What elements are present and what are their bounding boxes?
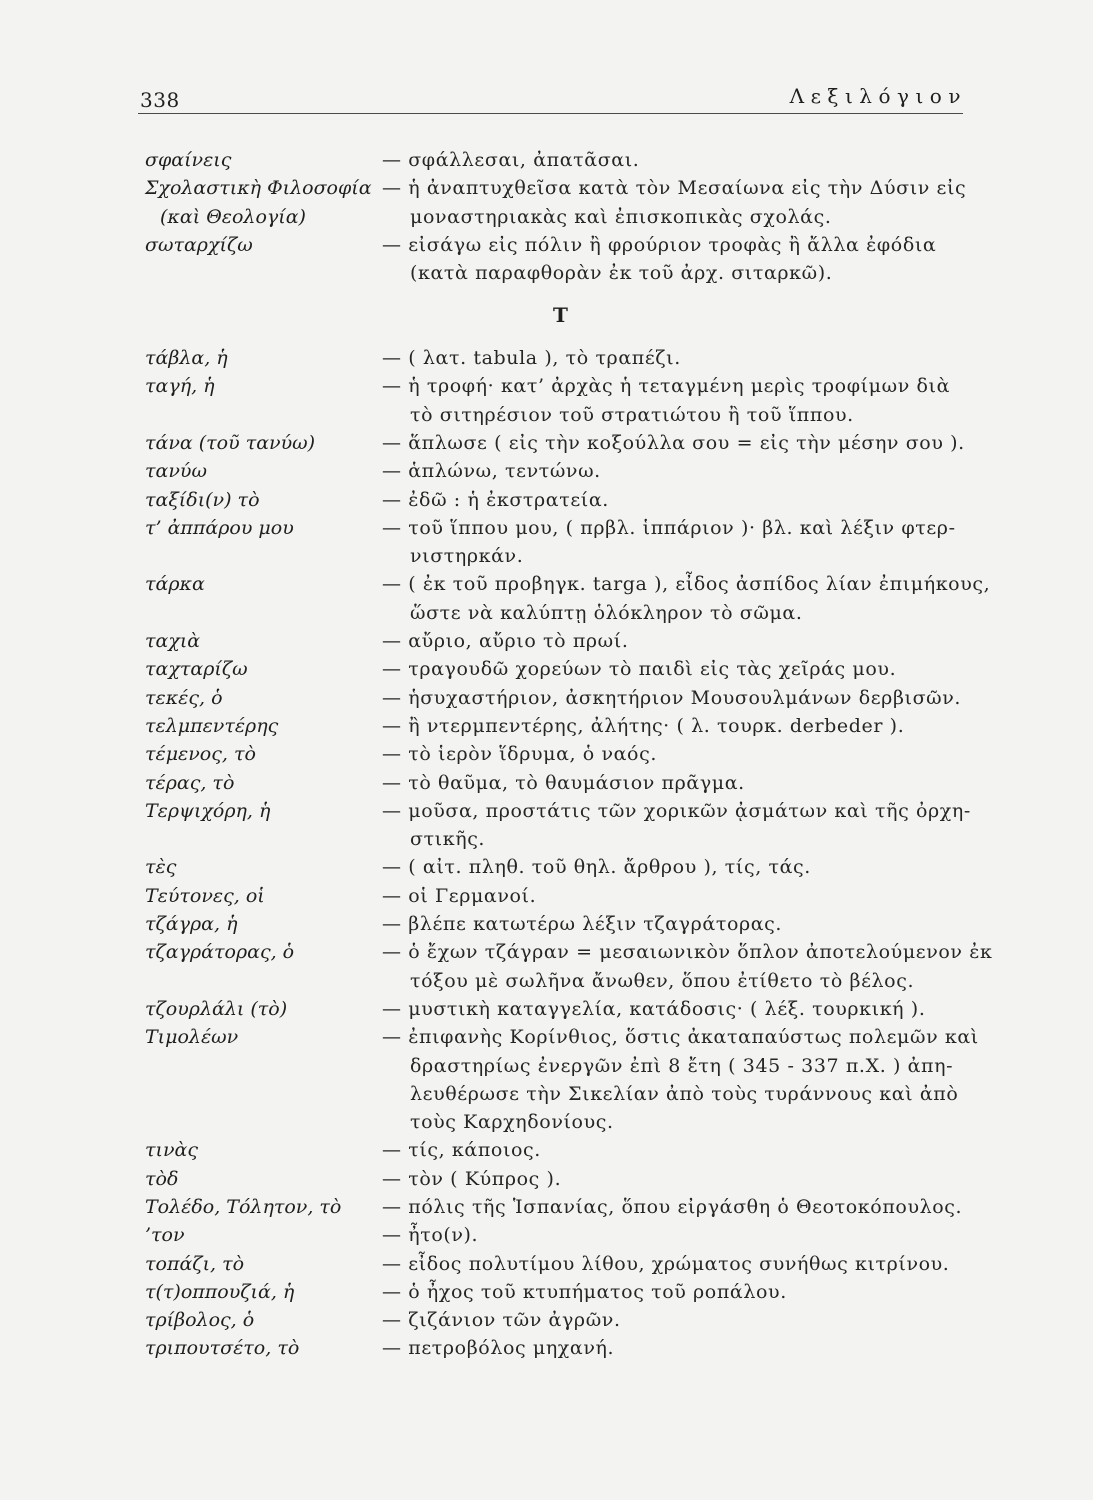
glossary-entry [145, 712, 1005, 740]
entry-term-line: τ’ ἀππάρου μου [145, 516, 294, 539]
glossary-entry [145, 910, 1005, 938]
entries-section-t [145, 344, 1005, 1363]
entry-definition [382, 1306, 1005, 1334]
entry-term-line: τάνα (τοῦ τανύω) [145, 431, 316, 454]
entry-term [145, 514, 382, 542]
entry-term-line: τεκές, ὁ [145, 686, 223, 709]
entry-definition [382, 797, 1005, 854]
entry-term [145, 1250, 382, 1278]
entry-definition-line: στικῆς. [410, 828, 486, 851]
entry-term-line: τέμενος, τὸ [145, 743, 256, 766]
entry-definition [382, 910, 1005, 938]
entry-definition [382, 514, 1005, 571]
entry-definition-line: λευθέρωσε τὴν Σικελίαν ἀπὸ τοὺς τυράννους καὶ ἀπὸ [410, 1082, 959, 1105]
entry-term-line: ταξίδι(ν) τὸ [145, 488, 260, 511]
entry-definition-line: — μοῦσα, προστάτις τῶν χορικῶν ᾀσμάτων καὶ τῆς ὀρχη- [382, 799, 971, 822]
entry-definition [382, 344, 1005, 372]
entry-definition-line: — ( λατ. tabula ), τὸ τραπέζι. [382, 347, 681, 370]
entry-term [145, 769, 382, 797]
entry-definition [382, 486, 1005, 514]
entry-term [145, 1306, 382, 1334]
entry-term [145, 995, 382, 1023]
entry-definition [382, 1023, 1005, 1136]
entry-term [145, 1334, 382, 1362]
entry-definition [382, 1221, 1005, 1249]
entry-definition [382, 627, 1005, 655]
entry-term-line: Τιμολέων [145, 1026, 239, 1049]
entry-definition [382, 1136, 1005, 1164]
entry-definition-line: — ἡ ἀναπτυχθεῖσα κατὰ τὸν Μεσαίωνα εἰς τὴν Δύσιν εἰς [382, 177, 967, 200]
entry-term [145, 740, 382, 768]
entry-term [145, 938, 382, 966]
entry-term [145, 853, 382, 881]
glossary-entry [145, 372, 1005, 429]
entry-term-line: τελμπεντέρης [145, 714, 279, 737]
entry-term [145, 627, 382, 655]
entry-term [145, 684, 382, 712]
glossary-entry [145, 174, 1005, 231]
entry-term [145, 457, 382, 485]
entry-definition [382, 740, 1005, 768]
entry-term [145, 910, 382, 938]
entry-definition-line: — τὸν ( Κύπρος ). [382, 1167, 562, 1190]
entry-term [145, 486, 382, 514]
entry-term [145, 882, 382, 910]
entry-term-line: ταγή, ἡ [145, 375, 215, 398]
entry-term [145, 1193, 382, 1221]
entry-definition [382, 146, 1005, 174]
glossary-entry [145, 995, 1005, 1023]
entry-term-line: ταχταρίζω [145, 658, 248, 681]
entry-definition-line: — τὸ ἱερὸν ἵδρυμα, ὁ ναός. [382, 743, 657, 766]
entry-term-line: ταχιὰ [145, 630, 201, 653]
entry-definition-line: — ζιζάνιον τῶν ἀγρῶν. [382, 1309, 621, 1332]
entry-term-line: τ(τ)οππουζιά, ἡ [145, 1280, 295, 1303]
entry-term [145, 1165, 382, 1193]
glossary-entry [145, 1023, 1005, 1136]
glossary-entry [145, 1136, 1005, 1164]
entry-definition [382, 769, 1005, 797]
entry-definition-line: — ἁπλώνω, τεντώνω. [382, 460, 601, 483]
entry-term-line: Τερψιχόρη, ἡ [145, 799, 271, 822]
entry-term [145, 372, 382, 400]
entry-term-line: τάρκα [145, 573, 205, 596]
entry-definition-line: — αὔριο, αὔριο τὸ πρωί. [382, 630, 629, 653]
entry-definition-line: — ἢ ντερμπεντέρης, ἀλήτης· ( λ. τουρκ. derbeder ). [382, 714, 905, 737]
entry-term [145, 231, 382, 259]
glossary-entry [145, 1334, 1005, 1362]
entry-definition-line: — βλέπε κατωτέρω λέξιν τζαγράτορας. [382, 913, 783, 936]
entry-definition-line: — τίς, κάποιος. [382, 1139, 541, 1162]
glossary-entry [145, 486, 1005, 514]
entry-term-line: σφαίνεις [145, 149, 232, 171]
entry-definition-line: ὥστε νὰ καλύπτῃ ὁλόκληρον τὸ σῶμα. [410, 601, 803, 624]
glossary-entry [145, 769, 1005, 797]
entry-definition-line: τόξου μὲ σωλῆνα ἄνωθεν, ὅπου ἐτίθετο τὸ βέλος. [410, 969, 915, 992]
entry-definition [382, 372, 1005, 429]
glossary-entry [145, 684, 1005, 712]
entry-definition [382, 1334, 1005, 1362]
entry-definition [382, 570, 1005, 627]
section-letter: Τ [553, 303, 568, 328]
entry-definition [382, 853, 1005, 881]
glossary-entry [145, 1193, 1005, 1221]
entry-definition-line: — σφάλλεσαι, ἀπατᾶσαι. [382, 149, 640, 171]
entry-term [145, 797, 382, 825]
entry-definition-line: τοὺς Καρχηδονίους. [410, 1111, 614, 1134]
entry-definition [382, 1278, 1005, 1306]
glossary-entry [145, 655, 1005, 683]
entry-term [145, 429, 382, 457]
entry-definition-line: — εἰσάγω εἰς πόλιν ἢ φρούριον τροφὰς ἢ ἄλλα ἐφόδια [382, 233, 937, 256]
entry-definition-line: — ἦτο(ν). [382, 1224, 479, 1247]
entry-definition-line: — εἶδος πολυτίμου λίθου, χρώματος συνήθως κιτρίνου. [382, 1252, 950, 1275]
entry-definition-line: μοναστηριακὰς καὶ ἐπισκοπικὰς σχολάς. [410, 205, 832, 228]
entry-definition-line: — τὸ θαῦμα, τὸ θαυμάσιον πρᾶγμα. [382, 771, 745, 794]
entry-term-line: τινὰς [145, 1139, 198, 1162]
entry-definition [382, 655, 1005, 683]
entry-definition [382, 1193, 1005, 1221]
entry-definition [382, 712, 1005, 740]
entry-term-line: (καὶ Θεολογία) [160, 205, 306, 228]
entry-definition-line: (κατὰ παραφθορὰν ἐκ τοῦ ἀρχ. σιταρκῶ). [410, 262, 833, 285]
entry-definition [382, 882, 1005, 910]
entry-definition [382, 1250, 1005, 1278]
glossary-entry [145, 882, 1005, 910]
entry-definition [382, 995, 1005, 1023]
page-number: 338 [140, 88, 180, 112]
glossary-entry [145, 938, 1005, 995]
entry-definition-line: — ἅπλωσε ( εἰς τὴν κοξούλλα σου = εἰς τὴν μέσην σου ). [382, 431, 965, 454]
glossary-entry [145, 627, 1005, 655]
glossary-entry [145, 1278, 1005, 1306]
entry-term-line: τάβλα, ἡ [145, 347, 228, 370]
entry-term-line: τζαγράτορας, ὁ [145, 941, 295, 964]
entry-term-line: τριπουτσέτο, τὸ [145, 1337, 300, 1360]
entry-term-line: τέρας, τὸ [145, 771, 235, 794]
glossary-entry [145, 344, 1005, 372]
entry-term [145, 1023, 382, 1051]
entry-term [145, 344, 382, 372]
entry-term [145, 1221, 382, 1249]
glossary-entry [145, 1306, 1005, 1334]
entry-term-line: Σχολαστικὴ Φιλοσοφία [145, 177, 372, 200]
glossary-entry [145, 429, 1005, 457]
entry-definition-line: δραστηρίως ἐνεργῶν ἐπὶ 8 ἔτη ( 345 - 337 π.Χ. ) ἀπη- [410, 1054, 954, 1077]
glossary-list [145, 146, 1005, 1363]
entry-definition-line: — τοῦ ἵππου μου, ( πρβλ. ἱππάριον )· βλ. καὶ λέξιν φτερ- [382, 516, 956, 539]
entry-term-line: σωταρχίζω [145, 233, 253, 256]
entry-definition [382, 684, 1005, 712]
entry-definition-line: — πετροβόλος μηχανή. [382, 1337, 615, 1360]
entry-term-line: τρίβολος, ὁ [145, 1309, 255, 1332]
glossary-entry [145, 1221, 1005, 1249]
entry-definition-line: — ( ἐκ τοῦ προβηγκ. targa ), εἶδος ἀσπίδος λίαν ἐπιμήκους, [382, 573, 991, 596]
glossary-entry [145, 457, 1005, 485]
glossary-entry [145, 740, 1005, 768]
entry-definition [382, 457, 1005, 485]
entry-definition-line: — ὁ ἔχων τζάγραν = μεσαιωνικὸν ὅπλον ἀποτελούμενον ἐκ [382, 941, 993, 964]
entry-definition-line: — μυστικὴ καταγγελία, κατάδοσις· ( λέξ. τουρκική ). [382, 997, 926, 1020]
entry-definition-line: — ἡ τροφή· κατ’ ἀρχὰς ἡ τεταγμένη μερὶς τροφίμων διὰ [382, 375, 951, 398]
entry-definition [382, 429, 1005, 457]
entry-definition-line: — ἡσυχαστήριον, ἀσκητήριον Μουσουλμάνων δερβισῶν. [382, 686, 962, 709]
entries-before-section [145, 146, 1005, 287]
entry-definition [382, 231, 1005, 288]
glossary-entry [145, 570, 1005, 627]
entry-term [145, 1278, 382, 1306]
entry-term-line: τοπάζι, τὸ [145, 1252, 245, 1275]
entry-term [145, 146, 382, 174]
entry-definition-line: τὸ σιτηρέσιον τοῦ στρατιώτου ἢ τοῦ ἵππου. [410, 403, 854, 426]
entry-definition-line: — ἐπιφανὴς Κορίνθιος, ὅστις ἀκαταπαύστως πολεμῶν καὶ [382, 1026, 979, 1049]
entry-term-line: τὸδ [145, 1167, 179, 1190]
entry-definition-line: — ( αἰτ. πληθ. τοῦ θηλ. ἄρθρου ), τίς, τάς. [382, 856, 811, 879]
entry-definition [382, 174, 1005, 231]
entry-term-line: τζάγρα, ἡ [145, 913, 238, 936]
entry-definition-line: — πόλις τῆς Ἱσπανίας, ὅπου εἰργάσθη ὁ Θεοτοκόπουλος. [382, 1195, 963, 1218]
entry-term [145, 1136, 382, 1164]
entry-definition-line: — οἱ Γερμανοί. [382, 884, 537, 907]
glossary-entry [145, 1165, 1005, 1193]
entry-definition-line: — ἐδῶ : ἡ ἐκστρατεία. [382, 488, 609, 511]
glossary-entry [145, 146, 1005, 174]
glossary-entry [145, 1250, 1005, 1278]
entry-term [145, 712, 382, 740]
entry-term-line: Τεύτονες, οἱ [145, 884, 265, 907]
entry-definition-line: — ὁ ἦχος τοῦ κτυπήματος τοῦ ροπάλου. [382, 1280, 787, 1303]
entry-definition-line: — τραγουδῶ χορεύων τὸ παιδὶ εἰς τὰς χεῖράς μου. [382, 658, 897, 681]
entry-term-line: Τολέδο, Τόλητον, τὸ [145, 1195, 342, 1218]
entry-term-line: τὲς [145, 856, 177, 879]
entry-term [145, 655, 382, 683]
entry-definition-line: νιστηρκάν. [410, 545, 524, 568]
entry-term-line: τανύω [145, 460, 207, 483]
entry-term-line: τζουρλάλι (τὸ) [145, 997, 288, 1020]
glossary-entry [145, 797, 1005, 854]
glossary-entry [145, 853, 1005, 881]
entry-definition [382, 1165, 1005, 1193]
glossary-entry [145, 231, 1005, 288]
entry-term-line: ’τον [145, 1224, 185, 1247]
entry-definition [382, 938, 1005, 995]
entry-term [145, 174, 382, 231]
glossary-entry [145, 514, 1005, 571]
running-title: Λεξιλόγιον [789, 84, 967, 108]
entry-term [145, 570, 382, 598]
header-rule [138, 113, 963, 114]
